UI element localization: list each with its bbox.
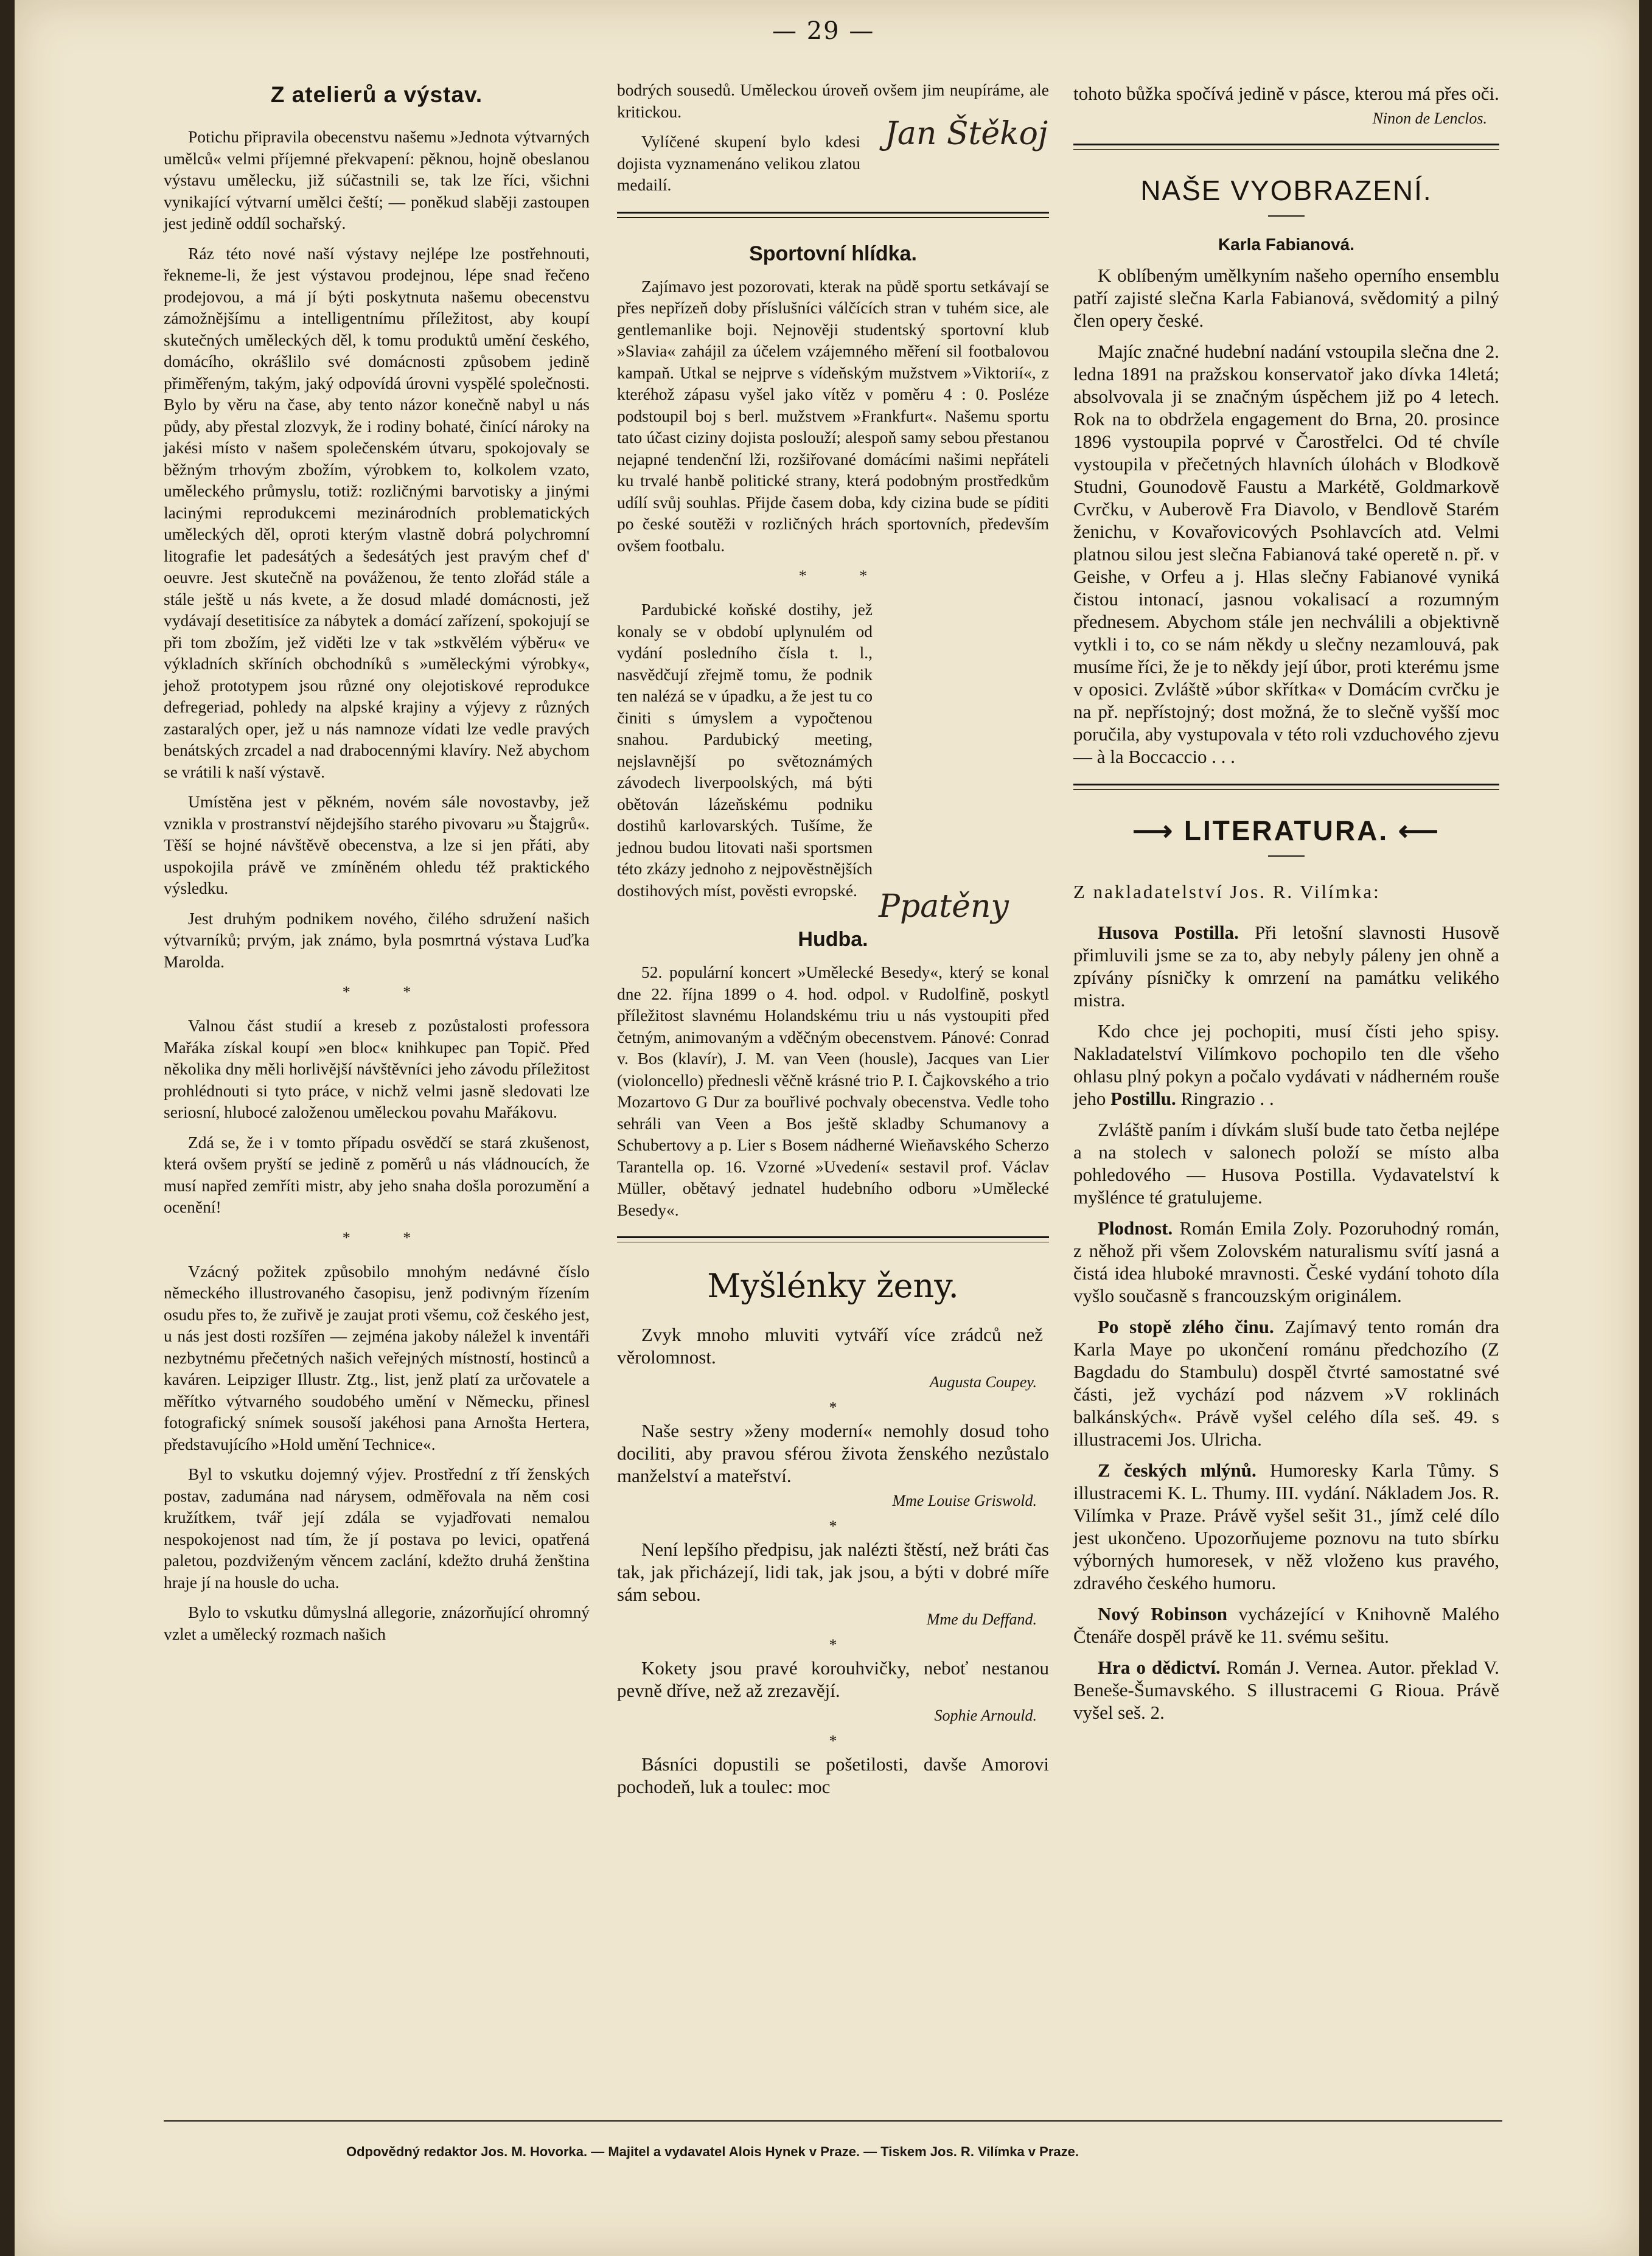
separator-star: * [829,1636,837,1654]
literature-entry: Kdo chce jej pochopiti, musí čísti jeho spisy. Nakladatelství Vilímkovo pochopilo ten dle všeho ohlasu plný pokyn a počalo vydávati v nádherném rouše jeho Postillu. Ringrazio . . [1073,1020,1499,1109]
literature-entry: Hra o dědictví. Román J. Vernea. Autor. překlad V. Beneše-Šumavského. S illustracemi G Rioua. Právě vyšel seš. 2. [1073,1657,1500,1723]
paragraph: Valnou část studií a kreseb z pozůstalosti professora Mařáka získal koupí »en bloc« knihkupec pan Topič. Před několika dny měli horlivější návštěvníci jeho závodu příležitost prohlédnouti si tyto práce, v nichž velmi jasně sledovati lze seriosní, hlubocé založenou uměleckou povahu Mařákovu. [164,1016,590,1121]
paragraph: Zajímavo jest pozorovati, kterak na půdě sportu setkávají se přes nepřízeň doby příslušníci válčících stran v tuhém sice, ale gentlemanlike boji. Nejnověji studentský sportovní klub »Slavia« zahájil za účelem vzájemného měření sil footbalovou kampaň. Utkal se nejprve s vídeňským mužstvem »Viktorií«, z kteréhož zápasu vyšel jako vítěz v poměru 4 : 0. Posléze podstoupil boj s berl. mužstvem »Frankfurt«. Našemu sportu tato účast ciziny dojista poslouží; alespoň samy sebou přestanou nejapné tendenční lži, rozšiřované domácími našimi nepřáteli ku trvalé hanbě politické strany, která podobným prostředkům udílí svůj souhlas. Přijde časem doba, kdy cizina bude se píditi po české soutěži v rozličných hrách sportovních, především ovšem footbalu. [617,276,1049,555]
separator-stars: * * [342,983,436,1001]
separator-star: * [829,1517,837,1535]
signature-image: Ppatěny [879,888,1009,925]
footer-rule [164,2120,1502,2122]
arrow-left-icon: ⟶ [1132,815,1184,846]
publisher-line: Z nakladatelství Jos. R. Vilímka: [1073,881,1381,902]
literature-entry: Plodnost. Román Emila Zoly. Pozoruhodný román, z něhož při všem Zolovském naturalismu svítí jasná a čistá idea hluboké mravnosti. České vydání tohoto díla vyšlo současně s francouzským originálem. [1073,1217,1500,1306]
quote-author: Ninon de Lenclos. [1372,110,1487,127]
separator-star: * [829,1399,837,1416]
section-title-pictures: NAŠE VYOBRAZENÍ. [1140,175,1432,206]
quote: Kokety jsou pravé korouhvičky, neboť nestanou pevně dříve, než až zrezavějí. [617,1657,1049,1701]
paragraph: Zdá se, že i v tomto případu osvědčí se stará zkušenost, která ovšem pryští se jedině z poměrů u nás vládnoucích, že musí napřed zemříti mistr, aby jeho snaha došla porozumění a ocenění! [164,1132,590,1216]
separator-star: * [829,1732,837,1750]
short-dash [1268,215,1305,217]
column-3 [1073,82,1499,1732]
quote: Naše sestry »ženy moderní« nemohly dosud toho dociliti, aby pravou sférou života ženského nezůstalo manželství a mateřství. [617,1420,1049,1486]
column-1 [164,82,590,1653]
imprint-footer: Odpovědný redaktor Jos. M. Hovorka. — Majitel a vydavatel Alois Hynek v Praze. — Tiskem Jos. R. Vilímka v Praze. [346,2144,1079,2159]
subsection-title: Karla Fabianová. [1218,235,1355,254]
literature-entry: Po stopě zlého činu. Zajímavý tento román dra Karla Maye po ukončení románu předchozího (Z Bagdadu do Stambulu) dospěl čtvrté samostatné své části, jež vychází pod názvem »V roklinách balkánských«. Právě vyšel celého díla seš. 49. s illustracemi Jos. Ulricha. [1073,1316,1499,1450]
divider [1073,784,1499,785]
literature-entry: Husova Postilla. Při letošní slavnosti Husově přimluvili jsme se za to, aby nebyly páleny jen ohně a zpívány písničky k omrzení na památku velikého mistra. [1073,922,1499,1011]
literature-entry: Nový Robinson vycházející v Knihovně Malého Čtenáře dospěl právě ke 11. svému sešitu. [1073,1603,1499,1647]
quote-author: Sophie Arnould. [934,1707,1037,1724]
paragraph: Pardubické koňské dostihy, jež konaly se v období uplynulém od vydání posledního čísla t. l., nasvědčují zřejmě tomu, že podnik ten nalézá se v úpadku, a že jest tu co činiti s úmyslem a vypočtenou snahou. Pardubický meeting, nejslavnější po světoznámých závodech liverpoolských, má býti obětován lázeňskému podniku dostihů karlovarských. Tušíme, že jednou budou litovati naši sportsmen této zkázy jednoho z nejpověstnějších dostihových míst, pověsti evropské. [617,600,873,900]
page-number: — 29 — [772,17,875,45]
quote-author: Mme du Deffand. [926,1610,1037,1628]
paragraph: Vzácný požitek způsobilo mnohým nedávné číslo německého illustrovaného časopisu, jenž podivným řízením osudu přes to, že zuřivě je zaujat proti všemu, což českého jest, u nás jest dosti rozšířen — zejména jakoby náležel k inventáři nezbytnému přečetných našich veřejných místností, hostinců a kaváren. Leipziger Illustr. Ztg., list, jenž platí za určovatele a měřítko výtvarného soudobého umění v Německu, přinesl fotografický snímek sousoší jakéhosi pana Arnošta Hertera, představujícího »Hold umění Technice«. [164,1261,590,1454]
literature-entry: Z českých mlýnů. Humoresky Karla Tůmy. S illustracemi K. L. Thumy. III. vydání. Nákladem Jos. R. Vilímka v Praze. Právě vyšel sešit 31., jímž celé dílo jest ukončeno. Upozorňujeme poznovu na tuto sbírku výborných humoresek, v něž vloženo kus pravého, zdravého českého humoru. [1073,1460,1499,1593]
paragraph: Jest druhým podnikem nového, čilého sdružení našich výtvarníků; prvým, jak známo, byla posmrtná výstava Luďka Marolda. [164,908,590,971]
paragraph: Bylo to vskutku důmyslná allegorie, znázorňující ohromný vzlet a umělecký rozmach našich [164,1603,590,1643]
literature-entry: Zvláště paním i dívkám sluší bude tato četba nejlépe a na stolech v salonech položí se místo alba pohledového — Husova Postilla. Vydavatelství k myšlénce té gratulujeme. [1073,1119,1499,1208]
divider [617,1236,1049,1238]
quote: Zvyk mnoho mluviti vytváří více zrádců než věrolomnost. [617,1324,1043,1368]
paragraph: Umístěna jest v pěkném, novém sále novostavby, jež vznikla v prostranství nějdejšího starého pivovaru »u Štajgrů«. Těší se hojné návštěvě obecenstva, a lze si jen přáti, aby uspokojila právě ve zmíněném ohledu též praktického výsledku. [164,792,590,897]
section-title-ateliers: Z atelierů a výstav. [270,82,483,107]
separator-stars: * * [342,1228,436,1247]
divider [617,212,1049,214]
short-dash [1268,855,1305,857]
column-2 [617,79,1049,1806]
paragraph: bodrých sousedů. Uměleckou úroveň ovšem jim neupíráme, ale kritickou. [617,80,1049,121]
paragraph: Byl to vskutku dojemný výjev. Prostřední z tří ženských postav, zadumána nad nárysem, odměřovala na něm cosi kružítkem, tvář její zdála se vyjadřovati nemalou nespokojenost nad tím, že jí postava po levici, opatřená paletou, pozdviženým věncem zaclání, kdežto druhá ženština hraje jí na housle do ucha. [164,1464,590,1592]
paragraph: Potichu připravila obecenstvu našemu »Jednota výtvarných umělců« velmi příjemné překvapení: pěknou, hojně obeslanou výstavu umělecku, již súčastnili se, tak lze říci, všichni vynikající výtvarní umělci čeští; — poněkud slaběji zastoupen jest jedině oddíl sochařský. [164,127,590,232]
paragraph: Ráz této nové naší výstavy nejlépe lze postřehnouti, řekneme-li, že jest výstavou prodejnou, lépe snad řečeno prodejovou, a má jí býti poskytnuta našemu obecenstvu zámožnějšímu a intelligentnímu příležitost, aby koupí skutečných uměleckých děl, k tomu produktů umění českého, domácího, okrášlilo své domácnosti způsobem jedině přiměřeným, takým, jaký odpovídá úrovni vyspělé společnosti. Bylo by věru na čase, aby tento názor konečně nabyl u nás půdy, aby přestal zlozvyk, že i rodiny bohaté, činící nároky na jakési místo v našem společenském útvaru, spokojovaly se běžným trhovým zbožím, výrobkem to, kolkolem vzato, uměleckého průmyslu, totiž: rozličnými barvotisky a jinými lacinými reprodukcemi mezinárodních problematických uměleckých děl, oproti kterým vlastně dobrá polychromní litografie let padesátých a šedesátých jest pravým chef d' oeuvre. Jest skutečně na pováženou, že tento zlořád stále a stále ještě u nás kvete, a že dosud mladé domácnosti, jež vydávají desetitisíce za nábytek a domácí zařízení, spokojují se při tom zbožím, jež viděti lze v tak »stkvělém výběru« ve výkladních skříních obchodníků s »uměleckými výrobky«, jehož prototypem jsou různé ony olejotiskové reprodukce defregeriad, pohledy na alpské krajiny a výjevy z různých zastaralých oper, jež u nás namnoze vídati lze vedle pravých benátských zrcadel a nad drabocennými klavíry. Než abychom se vrátili k naší výstavě. [164,243,590,781]
separator-stars: * * [798,567,892,585]
paragraph: K oblíbeným umělkyním našeho operního ensemblu patří zajisté slečna Karla Fabianová, svědomitý a pilný člen opery české. [1073,265,1499,331]
newspaper-page [15,0,1639,2256]
arrow-right-icon: ⟵ [1389,815,1440,846]
section-title-sport: Sportovní hlídka. [749,242,917,265]
divider-thin [617,217,1049,218]
section-title-music: Hudba. [798,928,868,951]
quote: Není lepšího předpisu, jak nalézti štěstí, než bráti čas tak, jak přicházejí, lidi tak, jak jsou, a býti v dobré míře sám sebou. [617,1539,1049,1605]
paragraph: 52. populární koncert »Umělecké Besedy«, který se konal dne 22. října 1899 o 4. hod. odpol. v Rudolfině, poskytl příležitost slavnému Holandskému triu u nás vystoupiti před četným, animovaným a vděčným obecenstvem. Pánové: Conrad v. Bos (klavír), J. M. van Veen (housle), Jacques van Lier (violoncello) přednesli věčně krásné trio P. I. Čajkovského a trio Mozartovo G Dur za bouřlivé pochvaly obecenstva. Vedle toho sehráli van Veen a Bos ještě skladby Schumanovy a Schubertovy a p. Lier s Bosem nádherné Wieňavského Scherzo Tarantella op. 16. Vzorné »Uvedení« sestavil prof. Václav Müller, obětavý jednatel hudebního odboru »Umělecké Besedy«. [617,963,1049,1219]
section-title-literature: ⟶ LITERATURA. ⟵ [1132,815,1440,846]
quote: Básníci dopustili se pošetilosti, davše Amorovi pochodeň, luk a toulec: moc [617,1753,1049,1797]
divider-thin [1073,789,1499,790]
divider-thin [1073,149,1499,150]
divider [1073,144,1499,145]
quote-author: Augusta Coupey. [929,1373,1037,1391]
signature-image: Jan Štěkoj [885,116,1048,152]
paragraph: Vylíčené skupení bylo kdesi dojista vyznamenáno velikou zlatou medailí. [617,132,860,194]
paragraph: Majíc značné hudební nadání vstoupila slečna dne 2. ledna 1891 na pražskou konservatoř jako dívka 14letá; absolvovala ji se značným úspěchem již po 4 letech. Rok na to obdržela engagement do Brna, 20. prosince 1896 vystoupila poprvé v Čarostřelci. Od té chvíle vystoupila v přečetných hlavních úlohách v Blodkově Studni, Gounodově Faustu a Markétě, Goldmarkově Cvrčku, v Auberově Fra Diavolo, v Bendlově Starém ženichu, v Kovařovicových Psohlavcích atd. Velmi platnou silou jest slečna Fabianová také operetě n. př. v Geishe, v Orfeu a j. Hlas slečny Fabianové vyniká čistou intonací, jasnou vokalisací a rozumným přednesem. Abychom stále jen nechválili a objektivně vytkli i to, co se nám někdy u slečny nezamlouvá, pak musíme říci, že je to někdy její úbor, proti kterému jsme v oposici. Zvláště »úbor skřítka« v Domácím cvrčku je na př. nepřístojný; dost možná, že to slečně vyšší moc poručila, aby vystupovala v této roli vzduchového zjevu — à la Boccaccio . . . [1073,341,1499,767]
quote: tohoto bůžka spočívá jedině v pásce, kterou má přes oči. [1073,83,1499,104]
section-title-thoughts: Myšlénky ženy. [707,1267,959,1305]
quote-author: Mme Louise Griswold. [892,1492,1037,1509]
